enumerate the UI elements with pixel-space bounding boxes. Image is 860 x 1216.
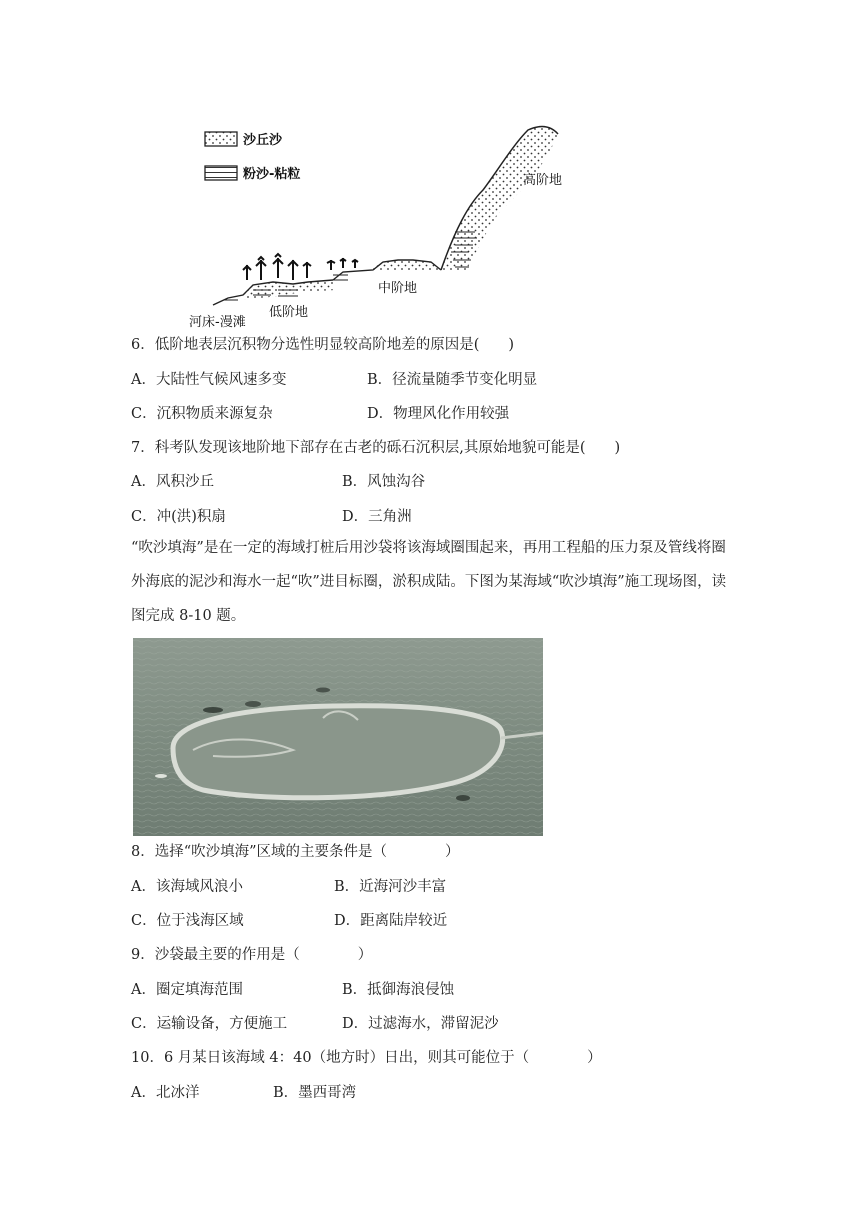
q6-stem: 6．低阶地表层沉积物分选性明显较高阶地差的原因是( ): [131, 337, 515, 353]
legend: [205, 132, 300, 182]
q9-option-b: B．抵御海浪侵蚀: [342, 982, 455, 998]
q9-option-a: A．圈定填海范围: [131, 982, 243, 998]
land-reclamation-photo: [133, 638, 543, 836]
q7-option-a: A．风积沙丘: [131, 474, 214, 490]
label-riverbed: 河床-漫滩: [189, 315, 246, 330]
q7-option-b: B．风蚀沟谷: [342, 474, 426, 490]
q9-stem: 9．沙袋最主要的作用是（ ）: [131, 947, 373, 963]
q8-option-c: C．位于浅海区域: [131, 913, 244, 929]
legend-swatch-silt: [205, 166, 237, 180]
q6-option-d: D．物理风化作用较强: [367, 406, 510, 422]
legend-label-sand: 沙丘沙: [243, 133, 283, 148]
q6-option-c: C．沉积物质来源复杂: [131, 406, 273, 422]
q10-option-b: B．墨西哥湾: [273, 1085, 357, 1101]
vegetation: [243, 254, 358, 280]
legend-swatch-sand: [205, 132, 237, 146]
q6-option-b: B．径流量随季节变化明显: [367, 372, 538, 388]
legend-label-silt: 粉沙-粘粒: [243, 167, 301, 182]
q8-option-d: D．距离陆岸较近: [334, 913, 448, 929]
label-mid-terrace: 中阶地: [378, 281, 418, 296]
q9-option-d: D．过滤海水，滞留泥沙: [342, 1016, 499, 1032]
q7-option-d: D．三角洲: [342, 509, 412, 525]
q10-option-a: A．北冰洋: [131, 1085, 200, 1101]
q9-option-c: C．运输设备，方便施工: [131, 1016, 288, 1032]
q7-option-c: C．冲(洪)积扇: [131, 509, 226, 525]
high-terrace: [441, 127, 558, 270]
label-high-terrace: 高阶地: [523, 173, 563, 188]
intro-paragraph: “吹沙填海”是在一定的海域打桩后用沙袋将该海域圈围起来，再用工程船的压力泵及管线将圈外海底的泥沙和海水一起“吹”进目标圈，淤积成陆。下图为某海域“吹沙填海”施工现场图，读图完成 8-10 题。: [131, 540, 727, 624]
q6-option-a: A．大陆性气候风速多变: [131, 372, 287, 388]
terrace-profile-diagram: [183, 120, 583, 332]
q8-option-b: B．近海河沙丰富: [334, 879, 447, 895]
label-low-terrace: 低阶地: [269, 305, 309, 320]
q10-stem: 10．6 月某日该海域 4：40（地方时）日出，则其可能位于（ ）: [131, 1050, 602, 1066]
q7-stem: 7．科考队发现该地阶地下部存在古老的砾石沉积层,其原始地貌可能是( ): [131, 440, 621, 456]
q8-stem: 8．选择“吹沙填海”区域的主要条件是（ ）: [131, 844, 460, 860]
q8-option-a: A．该海域风浪小: [131, 879, 243, 895]
